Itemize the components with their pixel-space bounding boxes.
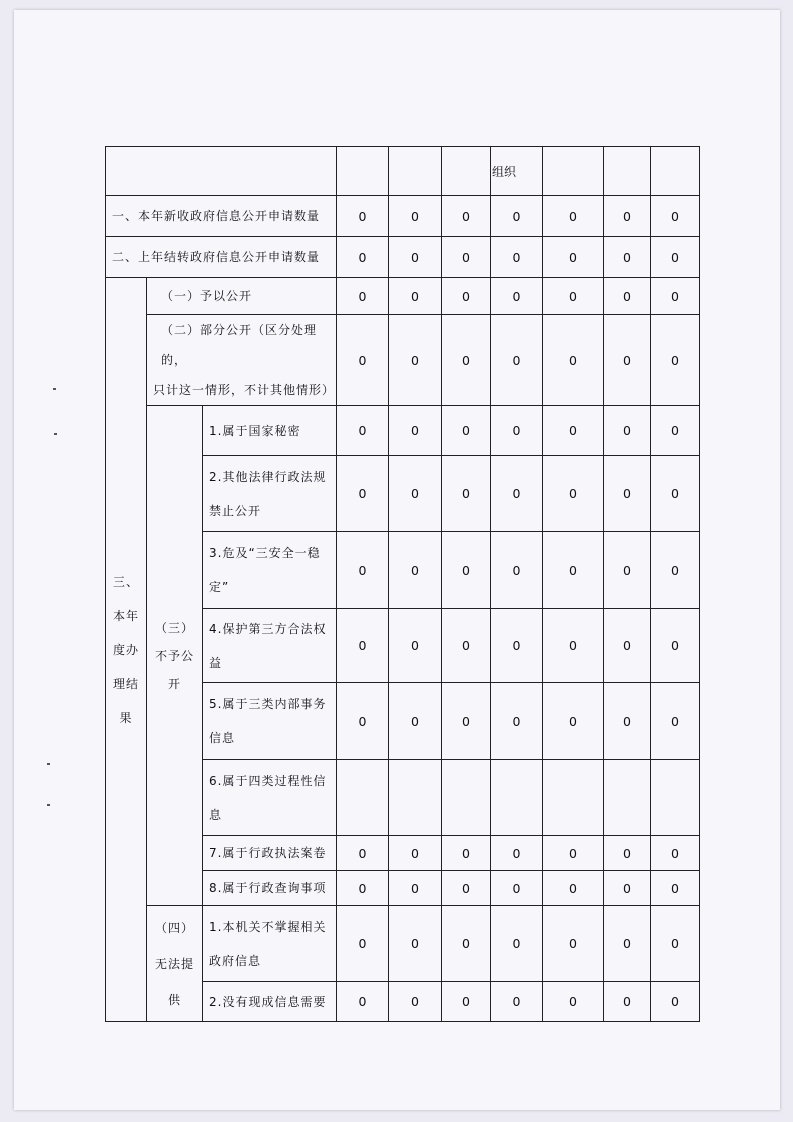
value-cell: 0 [604,456,651,532]
value-cell: 0 [389,315,442,406]
value-cell: 0 [604,237,651,278]
value-cell: 0 [604,532,651,609]
value-cell: 0 [604,315,651,406]
value-cell: 0 [389,278,442,315]
value-cell: 0 [442,836,491,871]
header-row [106,147,700,196]
scan-speck [54,433,57,435]
value-cell: 0 [442,196,491,237]
table-row [106,906,700,982]
value-cell: 0 [543,315,604,406]
value-cell [491,760,543,836]
value-cell [604,760,651,836]
value-cell: 0 [337,532,389,609]
row-label: （一）予以公开 [147,278,337,315]
value-cell: 0 [604,609,651,683]
value-cell: 0 [337,406,389,456]
value-cell: 0 [491,836,543,871]
row-label: 二、上年结转政府信息公开申请数量 [106,237,337,278]
value-cell [543,760,604,836]
value-cell: 0 [389,609,442,683]
value-cell: 0 [604,406,651,456]
value-cell: 0 [543,871,604,906]
value-cell: 0 [491,871,543,906]
row-label: 1.本机关不掌握相关 政府信息 [203,906,337,982]
row-label: 一、本年新收政府信息公开申请数量 [106,196,337,237]
value-cell: 0 [491,982,543,1022]
refuse-group-label: （三） 不予公 开 [147,406,203,906]
value-cell: 0 [543,237,604,278]
value-cell: 0 [337,237,389,278]
value-cell: 0 [337,278,389,315]
statistics-table [105,146,700,1022]
value-cell: 0 [543,836,604,871]
value-cell: 0 [651,315,700,406]
scan-speck [47,763,50,765]
value-cell: 0 [543,609,604,683]
row-label: 1.属于国家秘密 [203,406,337,456]
value-cell: 0 [543,982,604,1022]
value-cell [337,760,389,836]
value-cell: 0 [604,836,651,871]
row-label: 5.属于三类内部事务 信息 [203,683,337,760]
table-row [106,315,700,406]
row-label: （二）部分公开（区分处理的， 只计这一情形，不计其他情形） [147,315,337,406]
row-label: 4.保护第三方合法权 益 [203,609,337,683]
value-cell: 0 [442,871,491,906]
scan-speck [53,388,56,390]
value-cell: 0 [543,278,604,315]
value-cell: 0 [442,406,491,456]
value-cell: 0 [442,237,491,278]
header-org-cell: 组织 [491,147,543,196]
value-cell: 0 [651,456,700,532]
value-cell: 0 [337,982,389,1022]
section3-label: 三、 本年 度办 理结 果 [106,278,147,1022]
value-cell: 0 [604,982,651,1022]
value-cell: 0 [604,871,651,906]
value-cell: 0 [337,456,389,532]
row-label: 2.其他法律行政法规 禁止公开 [203,456,337,532]
value-cell: 0 [337,906,389,982]
value-cell: 0 [442,315,491,406]
value-cell: 0 [442,683,491,760]
value-cell: 0 [604,906,651,982]
value-cell: 0 [491,609,543,683]
table-row [106,278,700,315]
value-cell: 0 [651,683,700,760]
value-cell: 0 [543,683,604,760]
value-cell: 0 [442,609,491,683]
value-cell: 0 [442,532,491,609]
value-cell: 0 [389,532,442,609]
row-label: 7.属于行政执法案卷 [203,836,337,871]
row-label: 3.危及“三安全一稳 定” [203,532,337,609]
value-cell: 0 [543,196,604,237]
header-corner-cell [106,147,337,196]
value-cell: 0 [651,982,700,1022]
value-cell: 0 [651,836,700,871]
row-label: 2.没有现成信息需要 [203,982,337,1022]
value-cell: 0 [651,196,700,237]
value-cell: 0 [491,683,543,760]
value-cell: 0 [442,456,491,532]
value-cell: 0 [337,609,389,683]
value-cell: 0 [491,456,543,532]
row-label: 6.属于四类过程性信 息 [203,760,337,836]
value-cell: 0 [389,406,442,456]
table-row [106,196,700,237]
value-cell: 0 [651,237,700,278]
value-cell: 0 [389,683,442,760]
value-cell: 0 [389,196,442,237]
value-cell: 0 [651,406,700,456]
value-cell: 0 [491,237,543,278]
value-cell: 0 [491,315,543,406]
scan-speck [47,804,50,806]
value-cell [442,760,491,836]
value-cell: 0 [543,406,604,456]
row-label: 8.属于行政查询事项 [203,871,337,906]
value-cell: 0 [337,315,389,406]
value-cell: 0 [491,906,543,982]
value-cell: 0 [389,906,442,982]
value-cell: 0 [337,871,389,906]
value-cell: 0 [337,836,389,871]
value-cell: 0 [651,278,700,315]
value-cell: 0 [442,982,491,1022]
value-cell: 0 [543,906,604,982]
value-cell: 0 [491,532,543,609]
value-cell [651,760,700,836]
value-cell: 0 [491,406,543,456]
value-cell: 0 [337,683,389,760]
value-cell: 0 [651,871,700,906]
unable-group-label: （四） 无法提 供 [147,906,203,1022]
table-row [106,237,700,278]
value-cell: 0 [543,456,604,532]
value-cell: 0 [651,609,700,683]
value-cell: 0 [389,237,442,278]
value-cell: 0 [604,196,651,237]
value-cell: 0 [389,456,442,532]
value-cell: 0 [491,196,543,237]
value-cell: 0 [442,278,491,315]
value-cell [389,760,442,836]
value-cell: 0 [337,196,389,237]
value-cell: 0 [389,836,442,871]
value-cell: 0 [543,532,604,609]
value-cell: 0 [651,906,700,982]
value-cell: 0 [442,906,491,982]
value-cell: 0 [389,871,442,906]
table-row [106,406,700,456]
value-cell: 0 [604,683,651,760]
value-cell: 0 [389,982,442,1022]
value-cell: 0 [491,278,543,315]
value-cell: 0 [604,278,651,315]
value-cell: 0 [651,532,700,609]
